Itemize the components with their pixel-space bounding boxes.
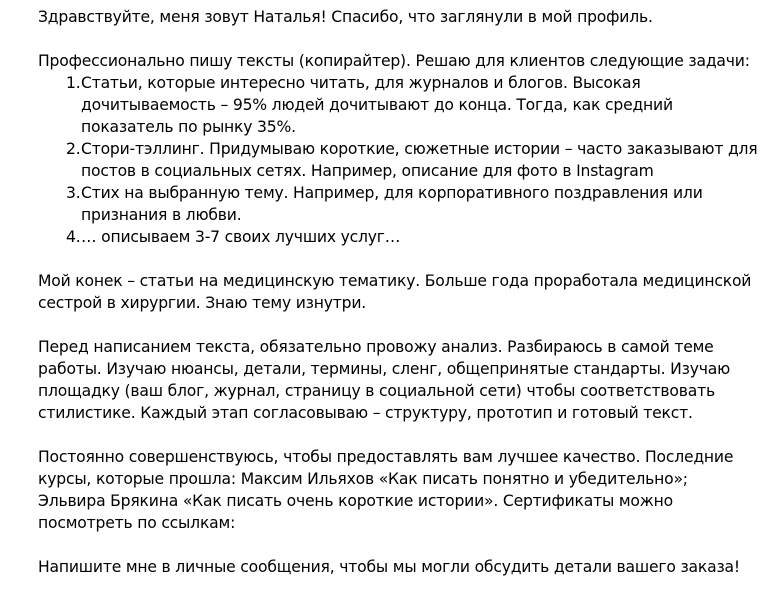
education-paragraph: Постоянно совершенствуюсь, чтобы предоставлять вам лучшее качество. Последние курсы, которые прошла: Максим Ильяхов «Как писать понятно и убедительно»; Эльвира Брякина «Как писать очень короткие истории». Сертификаты можно посмотреть по ссылкам: <box>38 448 734 532</box>
list-item <box>38 138 758 182</box>
list-item-text: Стих на выбранную тему. Например, для корпоративного поздравления или признания в любви. <box>81 184 703 224</box>
specialty-paragraph: Мой конек – статьи на медицинскую тематику. Больше года проработала медицинской сестрой в хирургии. Знаю тему изнутри. <box>38 272 752 312</box>
greeting-paragraph: Здравствуйте, меня зовут Наталья! Спасибо, что заглянули в мой профиль. <box>38 8 653 26</box>
list-item <box>38 72 758 138</box>
cta-paragraph: Напишите мне в личные сообщения, чтобы мы могли обсудить детали вашего заказа! <box>38 558 740 576</box>
list-item-text: Стори-тэллинг. Придумываю короткие, сюжетные истории – часто заказывают для постов в социальных сетях. Например, описание для фото в Instagram <box>81 140 758 180</box>
intro-paragraph: Профессионально пишу тексты (копирайтер). Решаю для клиентов следующие задачи: <box>38 52 750 70</box>
list-item-number: 3. <box>66 184 81 202</box>
list-item <box>38 226 758 248</box>
list-item-number: 1. <box>66 74 81 92</box>
list-item <box>38 182 758 226</box>
list-item-text: Статьи, которые интересно читать, для журналов и блогов. Высокая дочитываемость – 95% людей дочитывают до конца. Тогда, как средний показатель по рынку 35%. <box>81 74 673 136</box>
list-item-number: 2. <box>66 140 81 158</box>
process-paragraph: Перед написанием текста, обязательно провожу анализ. Разбираюсь в самой теме работы. Изучаю нюансы, детали, термины, сленг, общепринятые стандарты. Изучаю площадку (ваш блог, журнал, страницу в социальной сети) чтобы соответствовать стилистике. Каждый этап согласовываю – структуру, прототип и готовый текст. <box>38 338 731 422</box>
list-item-number: 4. <box>66 228 81 246</box>
services-list <box>38 72 758 248</box>
list-item-text: … описываем 3-7 своих лучших услуг… <box>81 228 401 246</box>
